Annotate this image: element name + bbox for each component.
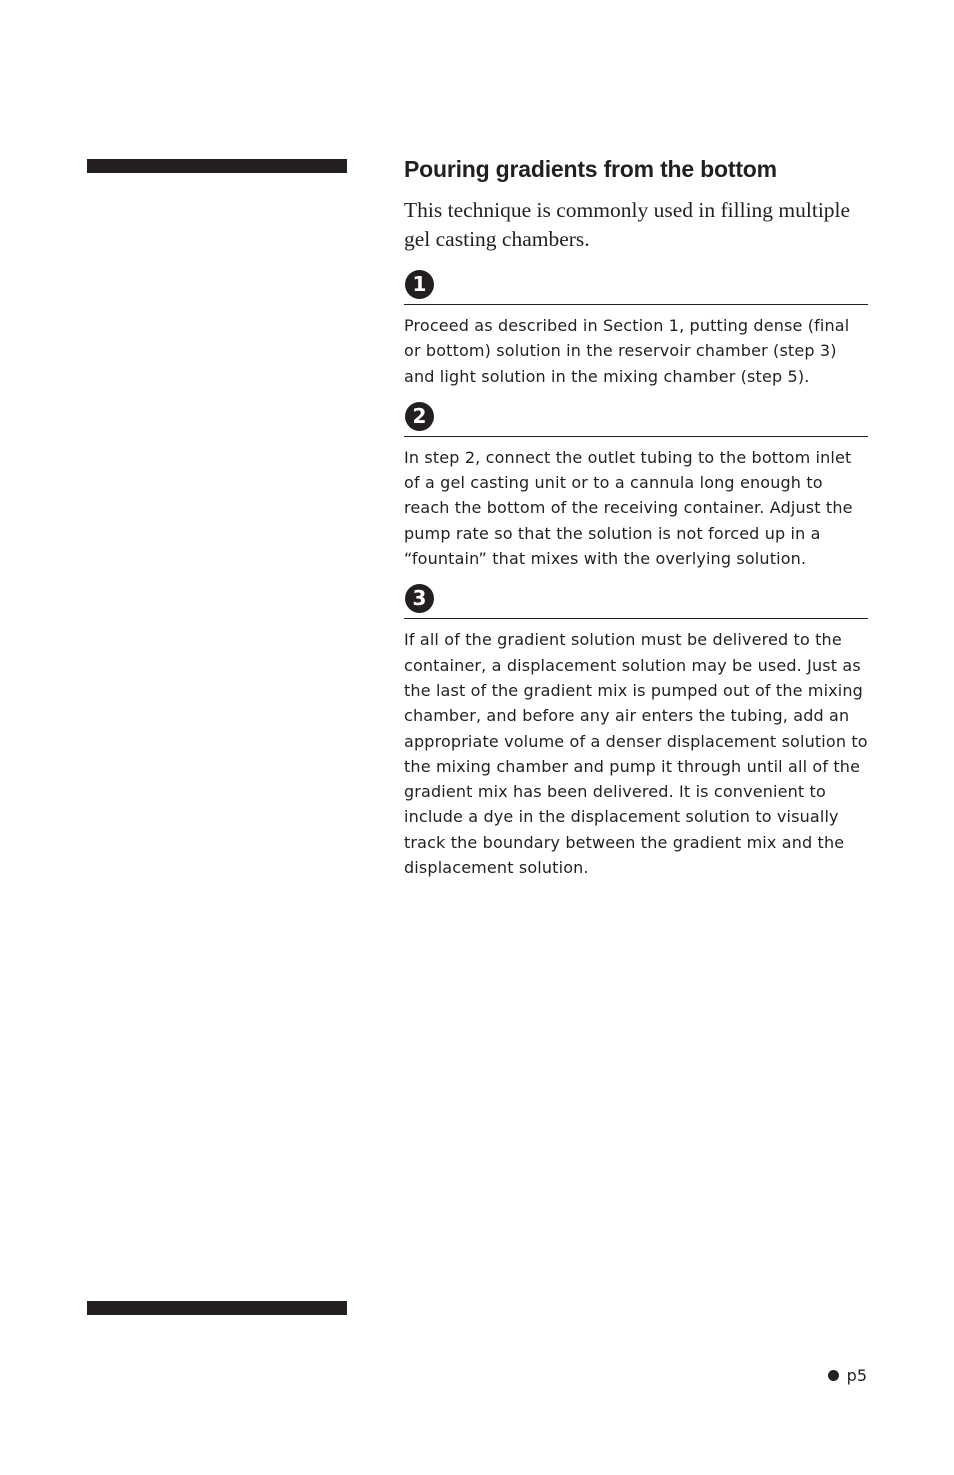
page-footer (828, 1366, 867, 1385)
step-1-text: Proceed as described in Section 1, putting dense (final or bottom) solution in the reservoir chamber (step 3) and light solution in the mixing chamber (step 5). (404, 316, 850, 386)
step-1-header (404, 268, 868, 305)
section-heading: Pouring gradients from the bottom (404, 156, 777, 182)
step-2-header (404, 400, 868, 437)
bullet-dot-icon (828, 1370, 839, 1381)
step-2 (404, 400, 868, 571)
decorative-bar-bottom (87, 1301, 347, 1315)
step-number-badge: 3 (405, 584, 434, 613)
main-content (404, 154, 868, 880)
step-number-badge: 2 (405, 402, 434, 431)
intro-paragraph: This technique is commonly used in filling multiple gel casting chambers. (404, 198, 851, 251)
step-3-text: If all of the gradient solution must be delivered to the container, a displacement solution may be used. Just as the last of the gradient mix is pumped out of the mixing chamber, and before any air enters the tubing, add an appropriate volume of a denser displacement solution to the mixing chamber and pump it through until all of the gradient mix has been delivered. It is convenient to include a dye in the displacement solution to visually track the boundary between the gradient mix and the displacement solution. (404, 630, 868, 878)
step-3 (404, 582, 868, 880)
step-number-badge: 1 (405, 270, 434, 299)
step-3-header (404, 582, 868, 619)
step-2-text: In step 2, connect the outlet tubing to the bottom inlet of a gel casting unit or to a cannula long enough to reach the bottom of the receiving container. Adjust the pump rate so that the solution is not forced up in a “fountain” that mixes with the overlying solution. (404, 447, 853, 569)
page-number: p5 (846, 1366, 867, 1385)
step-1 (404, 268, 868, 389)
decorative-bar-top (87, 159, 347, 173)
